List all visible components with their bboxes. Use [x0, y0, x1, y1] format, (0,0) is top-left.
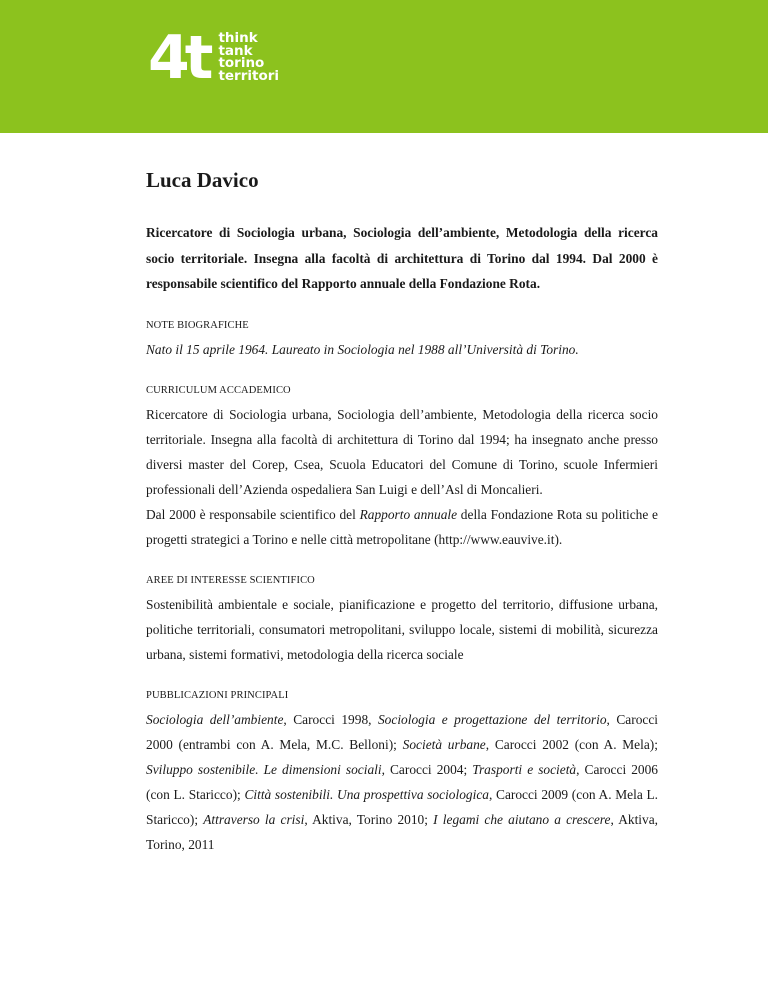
think-tank-logo	[148, 23, 280, 93]
section-label-curriculum: CURRICULUM ACCADEMICO	[146, 384, 291, 396]
section-body-aree: Sostenibilità ambientale e sociale, pianificazione e progetto del territorio, diffusione urbana, politiche territoriali, consumatori metropolitani, sviluppo locale, sistemi di mobilità, sicurezza urbana, sistemi formativi, metodologia della ricerca sociale	[146, 596, 658, 662]
report-title: Rapporto annuale	[359, 506, 458, 522]
publication-title: Società urbane	[402, 736, 486, 752]
header-band	[0, 0, 768, 133]
section-body-pubblicazioni	[146, 707, 658, 857]
section-label-pubblicazioni: PUBBLICAZIONI PRINCIPALI	[146, 689, 289, 701]
publication-title: I legami che aiutano a crescere	[433, 811, 611, 827]
document-body	[146, 166, 658, 857]
publication-detail: , Aktiva, Torino 2010;	[304, 811, 434, 827]
logo-word: territori	[218, 67, 280, 84]
section-label-aree: AREE DI INTERESSE SCIENTIFICO	[146, 574, 315, 586]
publication-title: Sviluppo sostenibile. Le dimensioni sociali	[146, 761, 382, 777]
logo-word: think	[218, 30, 258, 46]
publication-title: Trasporti e società	[472, 761, 577, 777]
publication-title: Città sostenibili. Una prospettiva sociologica	[244, 786, 489, 802]
logo-words	[218, 32, 279, 82]
publication-detail: , Carocci 2000 (entrambi con A. Mela, M.C. Belloni);	[146, 711, 659, 752]
logo-word: tank	[218, 42, 253, 59]
curriculum-text: Dal 2000 è responsabile scientifico del	[146, 506, 360, 522]
logo-mark: 4t	[148, 23, 209, 93]
section-body-curriculum	[146, 402, 658, 552]
curriculum-paragraph-2	[146, 502, 658, 552]
section-label-note: NOTE BIOGRAFICHE	[146, 319, 249, 331]
publication-title: Sociologia dell’ambiente	[146, 711, 284, 727]
publication-detail: , Aktiva, Torino, 2011	[146, 811, 659, 852]
logo-word: torino	[218, 55, 265, 71]
curriculum-paragraph-1: Ricercatore di Sociologia urbana, Sociologia dell’ambiente, Metodologia della ricerca socio territoriale. Insegna alla facoltà di architettura di Torino dal 1994; ha insegnato anche presso diversi master del Corep, Csea, Scuola Educatori del Comune di Torino, scuole Infermieri professionali dell’Azienda ospedaliera San Luigi e dell’Asl di Moncalieri.	[146, 406, 658, 497]
section-body-note: Nato il 15 aprile 1964. Laureato in Sociologia nel 1988 all’Università di Torino.	[146, 341, 579, 357]
publication-title: Attraverso la crisi	[203, 811, 305, 827]
publication-detail: , Carocci 1998,	[283, 711, 378, 727]
publication-detail: , Carocci 2006 (con L. Staricco);	[146, 761, 659, 802]
page-title: Luca Davico	[146, 168, 259, 192]
publication-detail: , Carocci 2002 (con A. Mela);	[485, 736, 658, 752]
curriculum-text: della Fondazione Rota su politiche e progetti strategici a Torino e nelle città metropolitane (http://www.eauvive.it).	[146, 506, 659, 547]
lead-summary: Ricercatore di Sociologia urbana, Sociologia dell’ambiente, Metodologia della ricerca socio territoriale. Insegna alla facoltà di architettura di Torino dal 1994. Dal 2000 è responsabile scientifico del Rapporto annuale della Fondazione Rota.	[146, 225, 658, 291]
publication-detail: , Carocci 2004;	[381, 761, 473, 777]
publication-title: Sociologia e progettazione del territorio	[377, 711, 607, 727]
publication-detail: , Carocci 2009 (con A. Mela L. Staricco);	[146, 786, 658, 827]
